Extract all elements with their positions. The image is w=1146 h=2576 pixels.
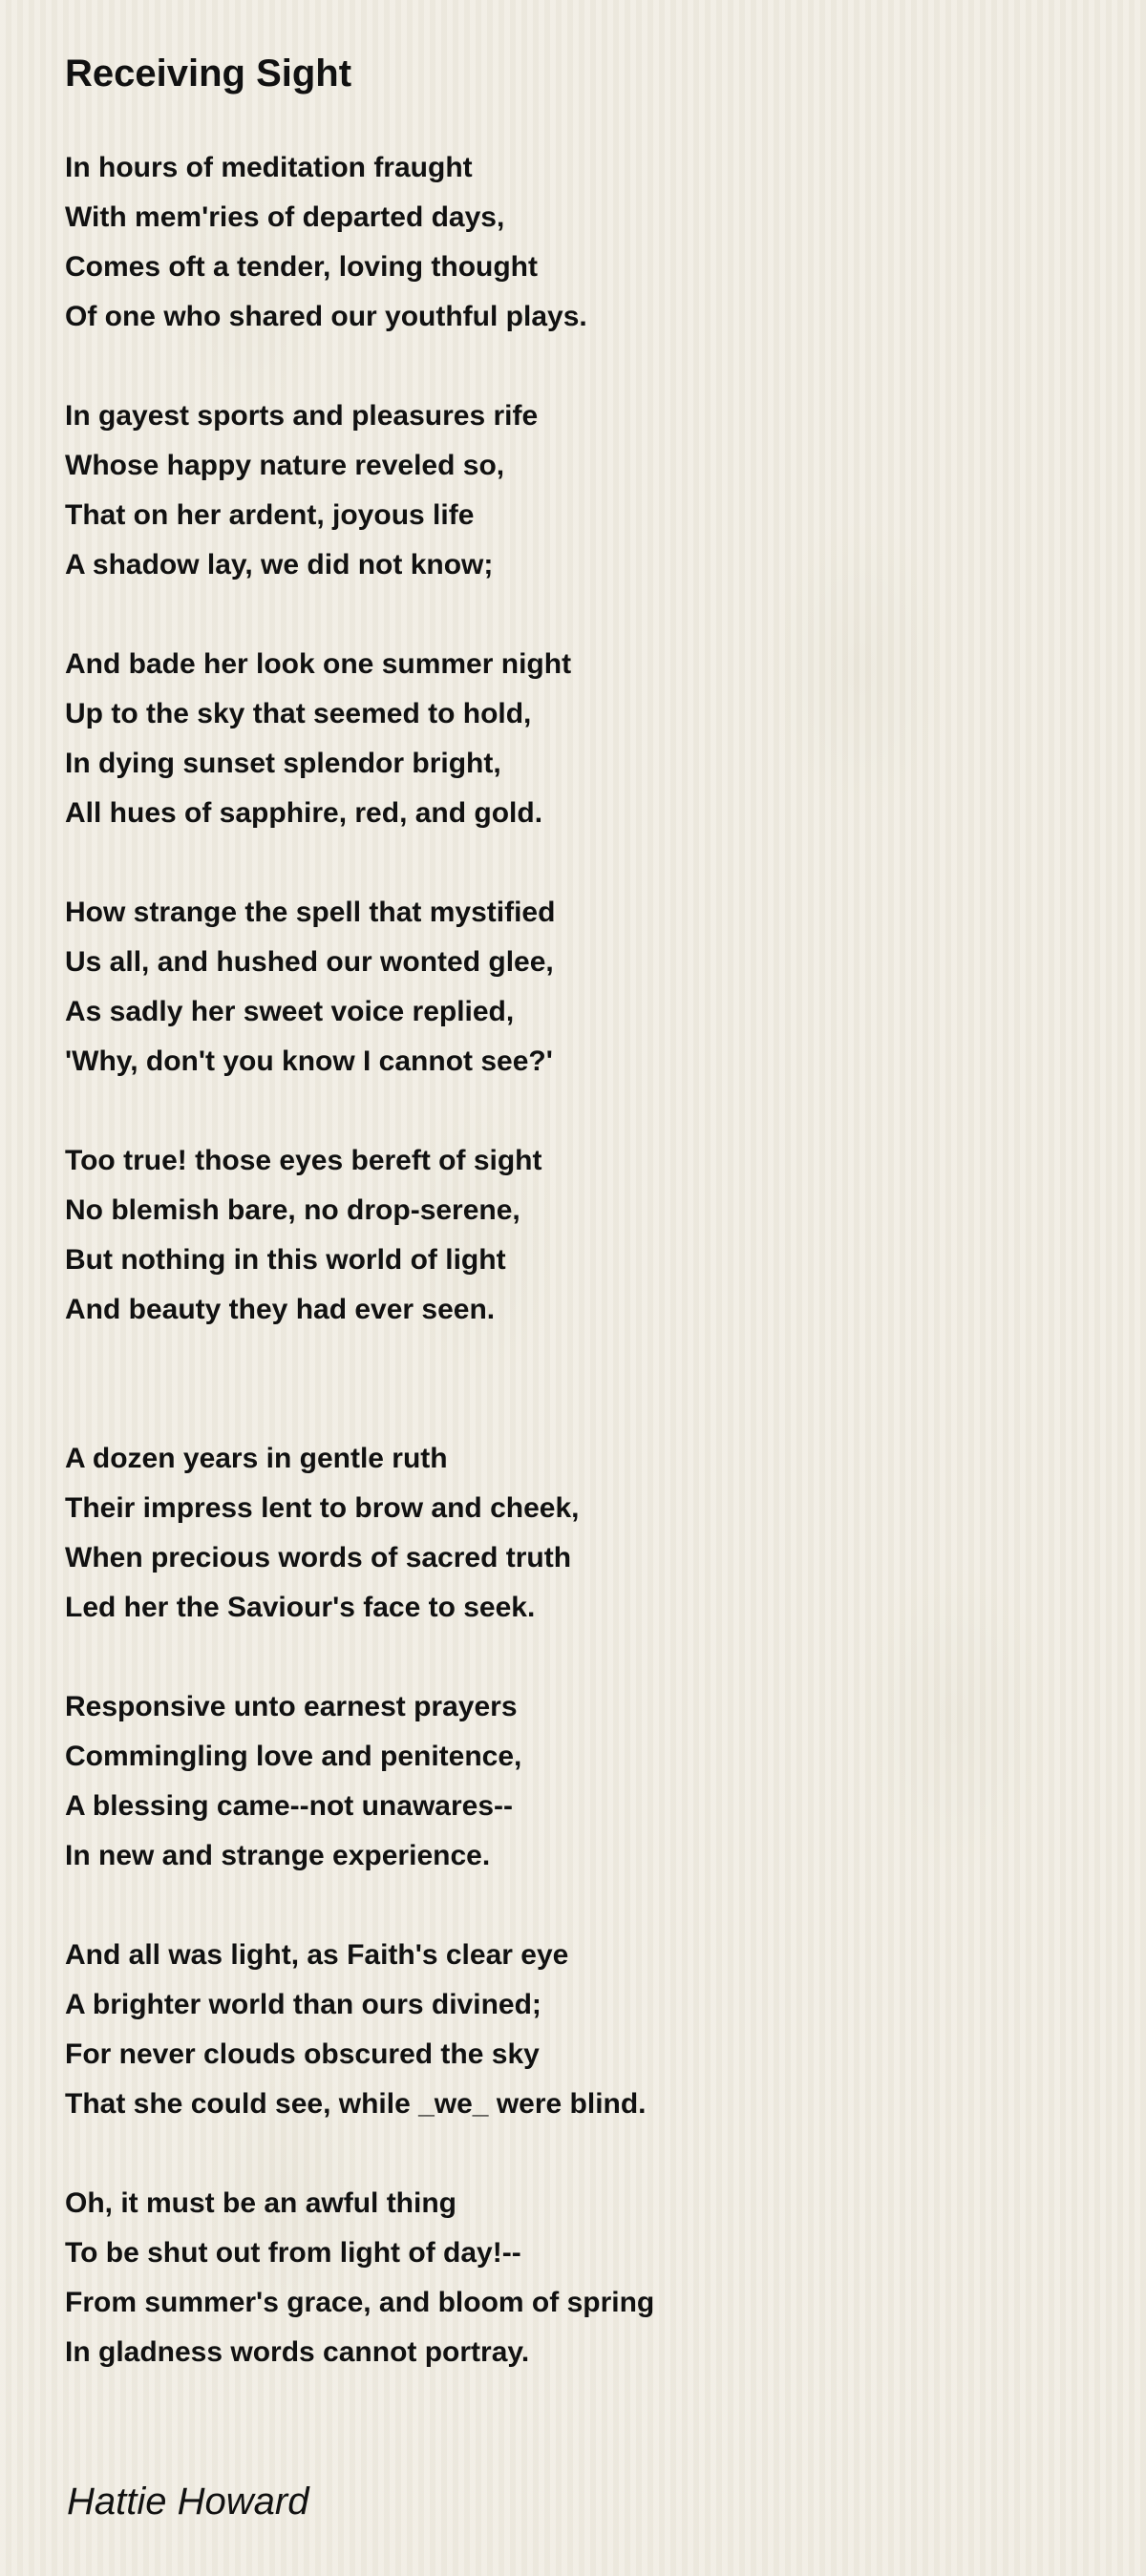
poem-line: Whose happy nature reveled so,: [65, 450, 505, 481]
poem-line: Comes oft a tender, loving thought: [65, 251, 538, 283]
stanza-9: [65, 2179, 1077, 2377]
poem-line: A blessing came--not unawares--: [65, 1790, 513, 1822]
poem-line: With mem'ries of departed days,: [65, 201, 505, 233]
poem-line: Responsive unto earnest prayers: [65, 1691, 518, 1722]
poem-line: Their impress lent to brow and cheek,: [65, 1492, 580, 1524]
poem-line: In gladness words cannot portray.: [65, 2336, 530, 2368]
poem-line: When precious words of sacred truth: [65, 1542, 572, 1573]
poem-line: And beauty they had ever seen.: [65, 1294, 496, 1325]
poem-line: For never clouds obscured the sky: [65, 2038, 540, 2070]
stanza-7: [65, 1682, 1077, 1881]
poem-line: A brighter world than ours divined;: [65, 1989, 541, 2020]
poem-line: Too true! those eyes bereft of sight: [65, 1145, 542, 1176]
poem-line: In new and strange experience.: [65, 1840, 491, 1871]
poem-line: In gayest sports and pleasures rife: [65, 400, 539, 432]
poem-title: Receiving Sight: [65, 53, 352, 95]
poem-line: A shadow lay, we did not know;: [65, 549, 494, 581]
poem-line: How strange the spell that mystified: [65, 897, 556, 928]
poem-author: Hattie Howard: [67, 2481, 309, 2523]
poem-line: From summer's grace, and bloom of spring: [65, 2287, 655, 2318]
poem-line: All hues of sapphire, red, and gold.: [65, 797, 543, 829]
poem-line: A dozen years in gentle ruth: [65, 1443, 448, 1474]
poem-line: That on her ardent, joyous life: [65, 499, 475, 531]
poem-line: 'Why, don't you know I cannot see?': [65, 1045, 553, 1077]
poem-line: Us all, and hushed our wonted glee,: [65, 946, 554, 978]
poem-body: [65, 143, 1077, 2427]
stanza-8: [65, 1931, 1077, 2129]
poem-line: Commingling love and penitence,: [65, 1741, 522, 1772]
stanza-3: [65, 640, 1077, 838]
stanza-5: [65, 1136, 1077, 1335]
poem-line: That she could see, while _we_ were blind.: [65, 2088, 647, 2120]
poem-line: And bade her look one summer night: [65, 648, 572, 680]
poem-line: As sadly her sweet voice replied,: [65, 996, 515, 1027]
poem-line: No blemish bare, no drop-serene,: [65, 1194, 520, 1226]
poem-line: To be shut out from light of day!--: [65, 2237, 521, 2269]
poem-line: And all was light, as Faith's clear eye: [65, 1939, 569, 1971]
poem-line: Up to the sky that seemed to hold,: [65, 698, 532, 729]
stanza-4: [65, 888, 1077, 1087]
poem-line: In hours of meditation fraught: [65, 152, 473, 183]
stanza-1: [65, 143, 1077, 342]
stanza-6: [65, 1434, 1077, 1633]
poem-line: In dying sunset splendor bright,: [65, 748, 501, 779]
poem-line: Oh, it must be an awful thing: [65, 2187, 456, 2219]
poem-line: Led her the Saviour's face to seek.: [65, 1592, 536, 1623]
poem-line: But nothing in this world of light: [65, 1244, 506, 1276]
poem-line: Of one who shared our youthful plays.: [65, 301, 587, 332]
stanza-2: [65, 391, 1077, 590]
